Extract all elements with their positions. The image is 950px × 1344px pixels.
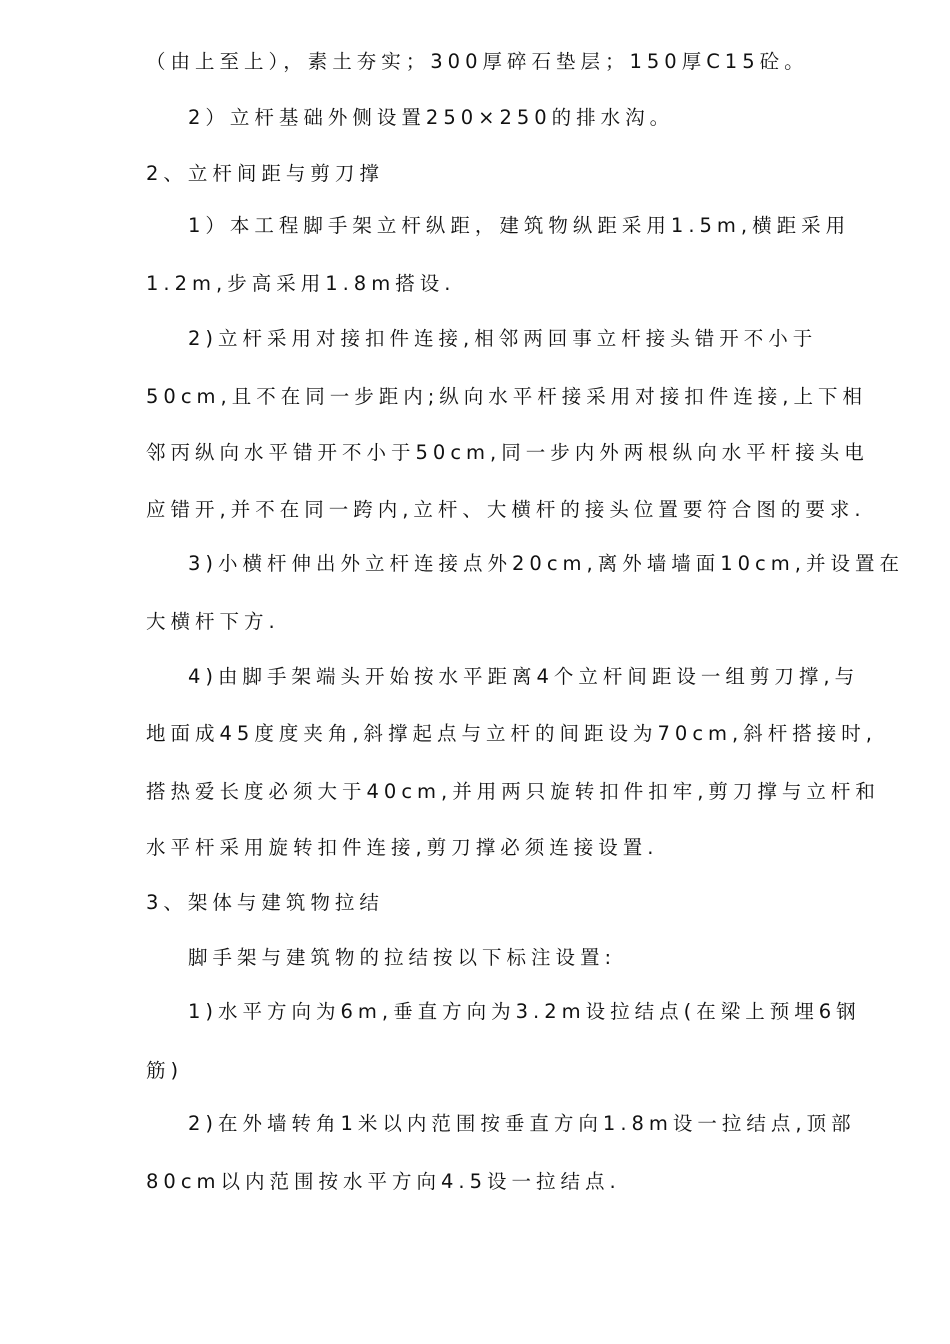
- text-line: 邻丙纵向水平错开不小于50cm,同一步内外两根纵向水平杆接头电: [146, 441, 869, 464]
- text-line: 2)在外墙转角1米以内范围按垂直方向1.8m设一拉结点,顶部: [188, 1112, 856, 1135]
- text-line: 脚手架与建筑物的拉结按以下标注设置:: [188, 946, 617, 969]
- text-line: 地面成45度度夹角,斜撑起点与立杆的间距设为70cm,斜杆搭接时,: [146, 722, 877, 745]
- text-line: 2)立杆采用对接扣件连接,相邻两回事立杆接头错开不小于: [188, 327, 818, 350]
- text-line: 1）本工程脚手架立杆纵距，建筑物纵距采用1.5m,横距采用: [188, 214, 851, 237]
- text-line: 4)由脚手架端头开始按水平距离4个立杆间距设一组剪刀撑,与: [188, 665, 860, 688]
- section-heading-tie-to-building: 3、架体与建筑物拉结: [146, 891, 384, 914]
- text-line-drainage-ditch: 2）立杆基础外侧设置250×250的排水沟。: [188, 106, 675, 129]
- text-line: 1)水平方向为6m,垂直方向为3.2m设拉结点(在梁上预埋6钢: [188, 1000, 861, 1023]
- text-line: 应错开,并不在同一跨内,立杆、大横杆的接头位置要符合图的要求.: [146, 498, 866, 521]
- text-line: 搭热爱长度必须大于40cm,并用两只旋转扣件扣牢,剪刀撑与立杆和: [146, 780, 880, 803]
- section-heading-pole-spacing: 2、立杆间距与剪刀撑: [146, 162, 384, 185]
- text-line: 1.2m,步高采用1.8m搭设.: [146, 272, 456, 295]
- text-line: 筋): [146, 1059, 184, 1082]
- text-line-foundation-layers: （由上至上），素土夯实；300厚碎石垫层；150厚C15砼。: [146, 50, 809, 73]
- text-line: 50cm,且不在同一步距内;纵向水平杆接采用对接扣件连接,上下相: [146, 385, 867, 408]
- text-line: 水平杆采用旋转扣件连接,剪刀撑必须连接设置.: [146, 836, 659, 859]
- text-line: 3)小横杆伸出外立杆连接点外20cm,离外墙墙面10cm,并设置在: [188, 552, 904, 575]
- text-line: 大横杆下方.: [146, 610, 280, 633]
- text-line: 80cm以内范围按水平方向4.5设一拉结点.: [146, 1170, 621, 1193]
